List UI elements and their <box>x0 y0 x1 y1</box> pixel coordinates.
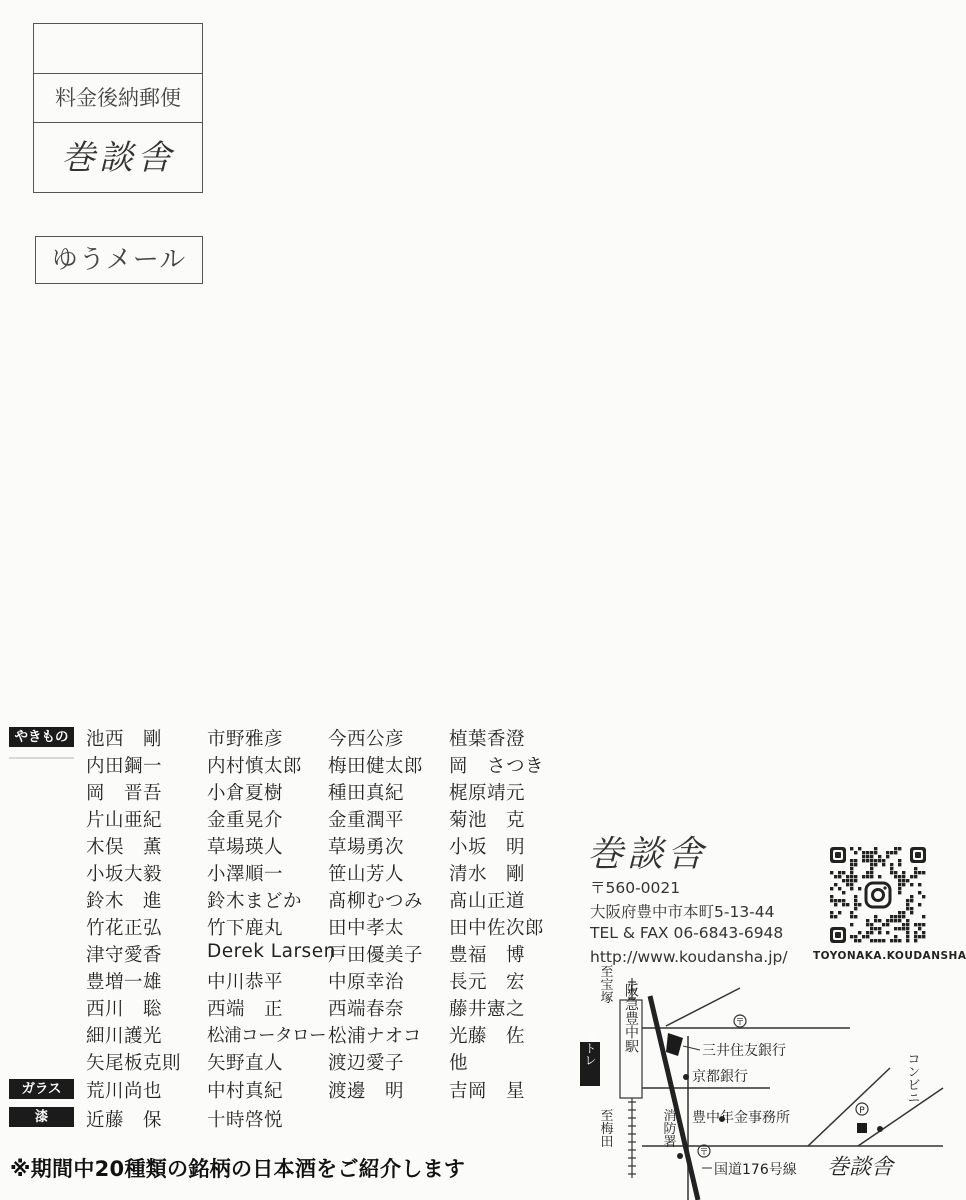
qr-module <box>874 863 877 866</box>
qr-module <box>890 919 893 922</box>
qr-module <box>838 911 841 914</box>
artist-name: Derek Larsen <box>207 941 336 962</box>
artist-name: 荒川尚也 <box>86 1081 163 1102</box>
qr-module <box>906 927 909 930</box>
map-label-mitsui-bank: 三井住友銀行 <box>702 1043 786 1059</box>
artist-name: 金重晃介 <box>207 810 284 831</box>
artist-name: 植葉香澄 <box>449 729 526 750</box>
instagram-handle: TOYONAKA.KOUDANSHA <box>813 950 966 962</box>
qr-module <box>878 875 881 878</box>
qr-module <box>882 923 885 926</box>
qr-module <box>898 915 901 918</box>
qr-module <box>858 847 861 850</box>
artist-name: 藤井憲之 <box>449 999 526 1020</box>
qr-module <box>886 851 889 854</box>
artist-name: 西川 聡 <box>86 999 163 1020</box>
qr-module <box>870 867 873 870</box>
map-label-fire-station: 消防署 <box>660 1108 676 1148</box>
qr-module <box>854 851 857 854</box>
qr-module <box>858 887 861 890</box>
artist-name: 草場勇次 <box>328 837 405 858</box>
qr-module <box>882 863 885 866</box>
instagram-icon <box>863 880 893 910</box>
qr-module <box>894 875 897 878</box>
qr-finder-tl <box>830 847 846 863</box>
qr-module <box>922 935 925 938</box>
qr-module <box>850 887 853 890</box>
artist-name: 中川恭平 <box>207 972 284 993</box>
qr-module <box>922 871 925 874</box>
qr-module <box>874 851 877 854</box>
category-glass: ガラス <box>9 1079 74 1099</box>
qr-module <box>842 891 845 894</box>
qr-module <box>854 895 857 898</box>
qr-module <box>894 919 897 922</box>
qr-module <box>894 871 897 874</box>
map-label-route176: 国道176号線 <box>714 1162 797 1178</box>
artist-name: 矢野直人 <box>207 1053 284 1074</box>
artist-name: 矢尾板克則 <box>86 1053 182 1074</box>
artist-name: 竹花正弘 <box>86 918 163 939</box>
qr-module <box>858 931 861 934</box>
artist-name: 竹下鹿丸 <box>207 918 284 939</box>
qr-module <box>866 875 869 878</box>
qr-module <box>914 935 917 938</box>
map-label-pension-office: 豊中年金事務所 <box>692 1110 790 1126</box>
qr-module <box>862 851 865 854</box>
qr-module <box>838 899 841 902</box>
artist-name: 豊福 博 <box>449 945 526 966</box>
qr-module <box>914 875 917 878</box>
qr-module <box>874 859 877 862</box>
qr-module <box>898 875 901 878</box>
qr-module <box>854 899 857 902</box>
artist-name: 金重潤平 <box>328 810 405 831</box>
map-label-station: 阪急豊中駅 <box>623 983 639 1053</box>
parking-symbol: P <box>859 1106 865 1116</box>
artist-name: 種田真紀 <box>328 783 405 804</box>
mitsui-bank-building <box>666 1033 683 1056</box>
map-label-to-umeda: 至梅田 <box>597 1108 613 1148</box>
qr-module <box>854 879 857 882</box>
qr-module <box>918 891 921 894</box>
footnote: ※期間中20種類の銘柄の日本酒をご紹介します <box>10 1157 466 1181</box>
qr-module <box>902 879 905 882</box>
qr-module <box>830 887 833 890</box>
qr-module <box>886 923 889 926</box>
qr-code[interactable] <box>829 846 927 944</box>
qr-module <box>854 935 857 938</box>
qr-module <box>830 871 833 874</box>
qr-module <box>902 875 905 878</box>
postage-blank-cell <box>34 24 202 74</box>
qr-module <box>834 875 837 878</box>
qr-module <box>922 931 925 934</box>
qr-module <box>878 939 881 942</box>
qr-module <box>838 871 841 874</box>
qr-module <box>870 859 873 862</box>
qr-module <box>910 907 913 910</box>
qr-module <box>878 931 881 934</box>
qr-module <box>890 915 893 918</box>
qr-module <box>866 935 869 938</box>
qr-module <box>870 923 873 926</box>
qr-module <box>858 939 861 942</box>
artist-name: 清水 剛 <box>449 864 526 885</box>
post-symbol-top: 〒 <box>735 1018 745 1028</box>
artist-name: 岡 晋吾 <box>86 783 163 804</box>
qr-module <box>890 851 893 854</box>
website-url: http://www.koudansha.jp/ <box>590 948 788 966</box>
qr-module <box>834 883 837 886</box>
qr-module <box>866 923 869 926</box>
qr-module <box>922 915 925 918</box>
qr-module <box>918 871 921 874</box>
qr-module <box>830 911 833 914</box>
qr-module <box>910 911 913 914</box>
category-urushi: 漆 <box>9 1107 74 1127</box>
artist-name: 松浦コータロー <box>207 1026 326 1046</box>
qr-module <box>918 883 921 886</box>
artist-name: 小倉夏樹 <box>207 783 284 804</box>
qr-module <box>850 859 853 862</box>
qr-module <box>850 871 853 874</box>
qr-module <box>854 907 857 910</box>
qr-module <box>914 939 917 942</box>
artist-name: 西端春奈 <box>328 999 405 1020</box>
qr-module <box>874 915 877 918</box>
qr-module <box>846 903 849 906</box>
qr-module <box>914 931 917 934</box>
qr-module <box>846 883 849 886</box>
qr-module <box>906 899 909 902</box>
qr-module <box>858 903 861 906</box>
qr-module <box>870 863 873 866</box>
qr-module <box>838 887 841 890</box>
qr-module <box>862 855 865 858</box>
artist-name: 岡 さつき <box>449 756 545 777</box>
artist-name: 渡辺愛子 <box>328 1053 405 1074</box>
qr-module <box>874 927 877 930</box>
postage-label: 料金後納郵便 <box>34 74 202 123</box>
qr-module <box>906 919 909 922</box>
qr-module <box>870 927 873 930</box>
qr-module <box>830 915 833 918</box>
fire-station-marker <box>677 1153 683 1159</box>
qr-module <box>866 871 869 874</box>
qr-module <box>850 867 853 870</box>
qr-finder-bl <box>830 927 846 943</box>
qr-module <box>850 863 853 866</box>
qr-module <box>874 939 877 942</box>
qr-module <box>906 931 909 934</box>
qr-module <box>866 919 869 922</box>
qr-module <box>902 911 905 914</box>
qr-module <box>898 879 901 882</box>
qr-module <box>910 883 913 886</box>
access-map <box>580 964 943 1200</box>
qr-module <box>850 879 853 882</box>
qr-module <box>886 931 889 934</box>
qr-module <box>902 923 905 926</box>
artist-name: 他 <box>449 1053 469 1074</box>
qr-module <box>850 883 853 886</box>
artist-name: 鈴木 進 <box>86 891 163 912</box>
qr-module <box>906 923 909 926</box>
qr-module <box>910 895 913 898</box>
qr-module <box>906 907 909 910</box>
qr-module <box>854 875 857 878</box>
mail-type-box: ゆうメール <box>35 236 203 284</box>
qr-module <box>898 891 901 894</box>
qr-module <box>918 923 921 926</box>
artist-name: 鈴木まどか <box>207 891 303 912</box>
artist-name: 菊池 克 <box>449 810 526 831</box>
qr-module <box>870 875 873 878</box>
qr-module <box>878 859 881 862</box>
artist-name: 笹山芳人 <box>328 864 405 885</box>
qr-module <box>870 871 873 874</box>
qr-module <box>894 851 897 854</box>
qr-module <box>866 931 869 934</box>
artist-name: 細川護光 <box>86 1026 163 1047</box>
qr-finder-tr <box>910 847 926 863</box>
artist-name: 今西公彦 <box>328 729 405 750</box>
qr-module <box>878 927 881 930</box>
qr-module <box>890 871 893 874</box>
artist-name: 内田鋼一 <box>86 756 163 777</box>
qr-module <box>842 871 845 874</box>
qr-module <box>890 939 893 942</box>
artist-name: 髙柳むつみ <box>328 891 424 912</box>
artist-name: 豊増一雄 <box>86 972 163 993</box>
qr-module <box>894 915 897 918</box>
qr-module <box>894 847 897 850</box>
artist-name: 小澤順一 <box>207 864 284 885</box>
qr-module <box>862 875 865 878</box>
qr-module <box>866 851 869 854</box>
qr-module <box>842 899 845 902</box>
artist-name: 渡邊 明 <box>328 1081 405 1102</box>
qr-module <box>898 863 901 866</box>
qr-module <box>830 895 833 898</box>
artist-name: 吉岡 星 <box>449 1081 526 1102</box>
artist-name: 戸田優美子 <box>328 945 424 966</box>
qr-module <box>862 859 865 862</box>
map-label-convenience: コンビニ <box>904 1052 920 1104</box>
qr-module <box>922 895 925 898</box>
qr-module <box>870 939 873 942</box>
qr-module <box>898 911 901 914</box>
map-shop-logo: 巻談舎 <box>827 1155 894 1180</box>
convenience-marker <box>877 1126 883 1132</box>
artist-name: 髙山正道 <box>449 891 526 912</box>
qr-module <box>854 903 857 906</box>
tel-fax: TEL & FAX 06-6843-6948 <box>590 924 784 942</box>
koudansha-location-marker <box>857 1123 867 1133</box>
qr-module <box>914 871 917 874</box>
qr-module <box>834 903 837 906</box>
qr-module <box>902 915 905 918</box>
qr-module <box>882 939 885 942</box>
postage-sender-logo: 巻談舎 <box>61 138 175 178</box>
qr-module <box>870 931 873 934</box>
qr-module <box>894 927 897 930</box>
map-label-etore: エトレ <box>583 1030 597 1066</box>
qr-module <box>866 855 869 858</box>
qr-module <box>846 875 849 878</box>
qr-module <box>842 879 845 882</box>
qr-module <box>914 867 917 870</box>
qr-module <box>898 927 901 930</box>
qr-module <box>898 859 901 862</box>
qr-module <box>878 919 881 922</box>
qr-module <box>918 903 921 906</box>
postal-code: 〒560-0021 <box>590 879 681 897</box>
post-symbol-bottom: 〒 <box>699 1148 709 1158</box>
qr-module <box>850 911 853 914</box>
qr-module <box>834 899 837 902</box>
artist-name: 津守愛香 <box>86 945 163 966</box>
map-label-kyoto-bank: 京都銀行 <box>692 1069 748 1085</box>
qr-module <box>914 923 917 926</box>
qr-module <box>902 883 905 886</box>
qr-module <box>874 919 877 922</box>
qr-module <box>898 847 901 850</box>
artist-name: 西端 正 <box>207 999 284 1020</box>
qr-module <box>906 939 909 942</box>
qr-module <box>894 939 897 942</box>
qr-module <box>854 939 857 942</box>
qr-module <box>890 863 893 866</box>
qr-module <box>854 863 857 866</box>
artist-name: 小坂 明 <box>449 837 526 858</box>
qr-module <box>878 855 881 858</box>
qr-module <box>874 847 877 850</box>
qr-module <box>910 899 913 902</box>
artist-name: 光藤 佐 <box>449 1026 526 1047</box>
qr-module <box>830 899 833 902</box>
kyoto-bank-marker <box>683 1074 689 1080</box>
qr-module <box>870 851 873 854</box>
artist-name: 近藤 保 <box>86 1110 163 1131</box>
artist-name: 内村慎太郎 <box>207 756 303 777</box>
artist-name: 十時啓悦 <box>207 1110 284 1131</box>
qr-module <box>906 935 909 938</box>
qr-module <box>898 887 901 890</box>
qr-module <box>834 915 837 918</box>
artist-name: 池西 剛 <box>86 729 163 750</box>
qr-module <box>850 915 853 918</box>
qr-module <box>898 939 901 942</box>
qr-module <box>906 879 909 882</box>
qr-module <box>850 847 853 850</box>
category-yakimono: やきもの <box>9 727 74 747</box>
qr-module <box>898 883 901 886</box>
artist-name: 梶原靖元 <box>449 783 526 804</box>
artist-name: 松浦ナオコ <box>328 1026 422 1047</box>
qr-module <box>850 923 853 926</box>
qr-module <box>918 935 921 938</box>
postage-indicia-box <box>33 23 203 193</box>
artist-name: 木俣 薫 <box>86 837 163 858</box>
qr-module <box>886 919 889 922</box>
qr-module <box>866 859 869 862</box>
qr-module <box>890 867 893 870</box>
qr-module <box>850 875 853 878</box>
qr-module <box>906 903 909 906</box>
artist-name: 田中孝太 <box>328 918 405 939</box>
qr-module <box>862 935 865 938</box>
qr-module <box>894 935 897 938</box>
artist-name: 市野雅彦 <box>207 729 284 750</box>
route-176-road <box>650 996 698 1200</box>
artist-name: 小坂大毅 <box>86 864 163 885</box>
shop-logo: 巻談舎 <box>587 834 708 875</box>
qr-module <box>850 935 853 938</box>
qr-module <box>886 855 889 858</box>
artist-name: 片山亜紀 <box>86 810 163 831</box>
qr-module <box>918 927 921 930</box>
artist-name: 中原幸治 <box>328 972 405 993</box>
qr-module <box>838 875 841 878</box>
qr-module <box>870 855 873 858</box>
qr-module <box>902 871 905 874</box>
category-underline <box>9 757 74 759</box>
qr-module <box>902 927 905 930</box>
qr-module <box>846 879 849 882</box>
qr-module <box>910 875 913 878</box>
address: 大阪府豊中市本町5-13-44 <box>590 903 775 921</box>
map-label-to-takarazuka: 至宝塚 <box>597 964 613 1004</box>
artist-name: 田中佐次郎 <box>449 918 545 939</box>
artist-name: 梅田健太郎 <box>328 756 424 777</box>
artist-name: 長元 宏 <box>449 972 526 993</box>
qr-module <box>922 923 925 926</box>
qr-module <box>898 919 901 922</box>
artist-name: 中村真紀 <box>207 1081 284 1102</box>
qr-module <box>842 903 845 906</box>
qr-module <box>854 859 857 862</box>
artist-name: 草場瑛人 <box>207 837 284 858</box>
qr-module <box>882 859 885 862</box>
qr-module <box>854 915 857 918</box>
